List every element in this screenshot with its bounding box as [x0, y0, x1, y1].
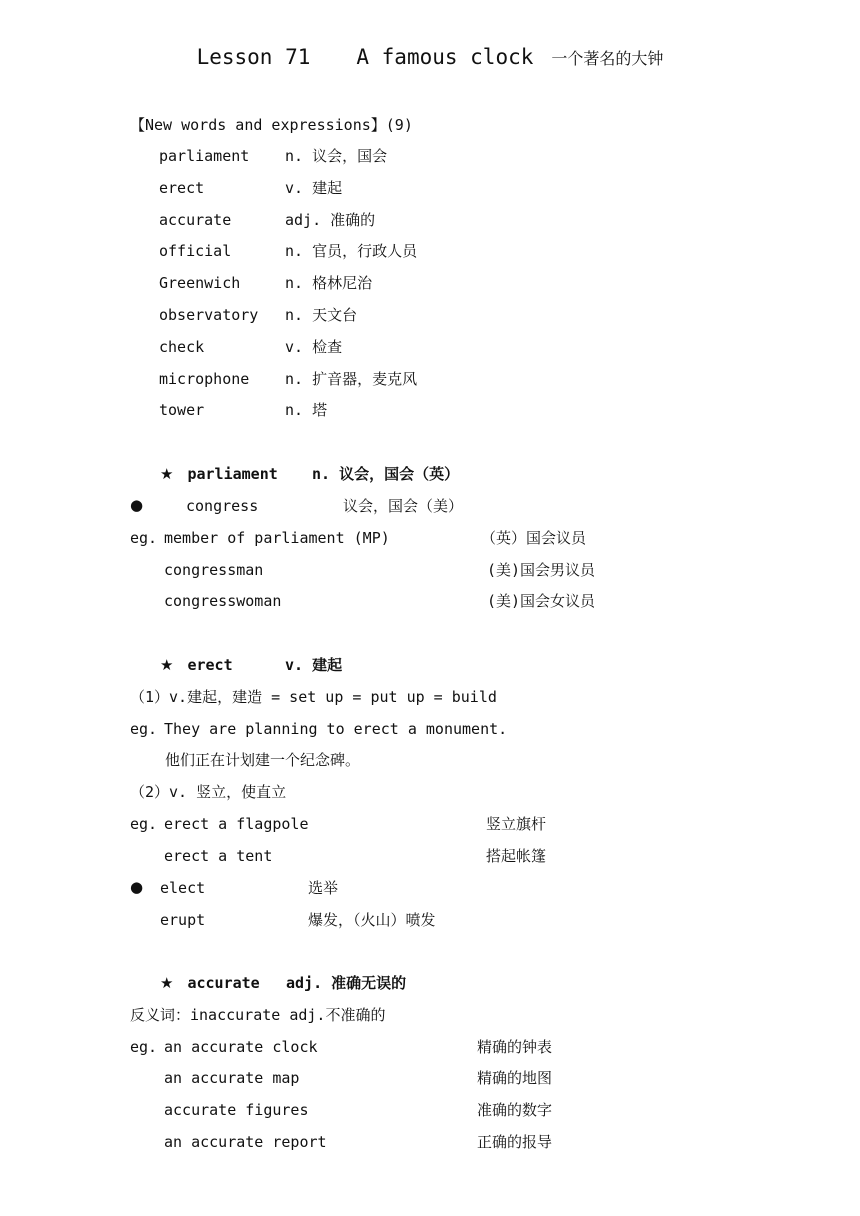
- vocab-word: parliament: [159, 147, 250, 165]
- bullet-icon: ●: [130, 878, 144, 896]
- example-en: erect a flagpole: [164, 815, 309, 833]
- related-meaning: 议会，国会（美）: [343, 497, 464, 515]
- vocab-word: observatory: [159, 306, 259, 324]
- example-en: member of parliament (MP): [164, 529, 390, 547]
- vocab-word: official: [159, 242, 232, 260]
- vocab-meaning: n. 塔: [285, 401, 328, 419]
- example-cn: （英）国会议员: [481, 529, 587, 547]
- vocab-word: accurate: [159, 211, 232, 229]
- section-head-word: parliament: [187, 465, 278, 483]
- example-cn: 正确的报导: [477, 1133, 553, 1151]
- section-head-word: accurate: [187, 974, 260, 992]
- sense-line: （2）v. 竖立，使直立: [130, 783, 287, 801]
- example-en: They are planning to erect a monument.: [164, 720, 508, 738]
- example-en: congresswoman: [164, 592, 282, 610]
- vocab-word: check: [159, 338, 205, 356]
- example-cn: 精确的地图: [477, 1069, 553, 1087]
- example-cn: 他们正在计划建一个纪念碑。: [165, 751, 361, 769]
- vocab-word: tower: [159, 401, 205, 419]
- star-icon: ★: [160, 465, 174, 483]
- vocab-meaning: v. 检查: [285, 338, 343, 356]
- vocab-meaning: n. 格林尼治: [285, 274, 373, 292]
- vocab-word: erect: [159, 179, 205, 197]
- example-cn: 搭起帐篷: [486, 847, 547, 865]
- example-en: an accurate clock: [164, 1038, 318, 1056]
- section-head-meaning: n. 议会，国会（英）: [312, 465, 460, 483]
- sense-line: （1）v.建起，建造 = set up = put up = build: [130, 688, 497, 706]
- lesson-number: Lesson 71: [196, 45, 311, 69]
- vocab-meaning: n. 议会，国会: [285, 147, 388, 165]
- example-en: an accurate report: [164, 1133, 327, 1151]
- confusable-meaning: 爆发，（火山）喷发: [308, 911, 436, 929]
- vocab-meaning: v. 建起: [285, 179, 343, 197]
- eg-label: eg.: [130, 1038, 158, 1056]
- example-en: congressman: [164, 561, 264, 579]
- eg-label: eg.: [130, 815, 158, 833]
- confusable-word: erupt: [160, 911, 206, 929]
- example-cn: (美)国会男议员: [487, 561, 596, 579]
- section-head-meaning: adj. 准确无误的: [286, 974, 407, 992]
- section-head-word: erect: [187, 656, 233, 674]
- page-title: [0, 47, 860, 69]
- bullet-icon: ●: [130, 496, 144, 514]
- example-en: accurate figures: [164, 1101, 309, 1119]
- vocab-meaning: adj. 准确的: [285, 211, 376, 229]
- example-cn: 竖立旗杆: [486, 815, 547, 833]
- eg-label: eg.: [130, 529, 158, 547]
- vocab-meaning: n. 官员，行政人员: [285, 242, 418, 260]
- example-cn: 精确的钟表: [477, 1038, 553, 1056]
- confusable-meaning: 选举: [308, 879, 339, 897]
- vocab-word: microphone: [159, 370, 250, 388]
- eg-label: eg.: [130, 720, 158, 738]
- example-en: an accurate map: [164, 1069, 300, 1087]
- example-en: erect a tent: [164, 847, 273, 865]
- vocab-word: Greenwich: [159, 274, 241, 292]
- star-icon: ★: [160, 656, 174, 674]
- vocab-meaning: n. 扩音器，麦克风: [285, 370, 418, 388]
- example-cn: (美)国会女议员: [487, 592, 596, 610]
- vocab-meaning: n. 天文台: [285, 306, 358, 324]
- vocab-header: 【New words and expressions】(9): [130, 116, 413, 134]
- antonym-line: 反义词：inaccurate adj.不准确的: [130, 1006, 386, 1024]
- lesson-name-chinese: 一个著名的大钟: [551, 49, 664, 68]
- section-head-meaning: v. 建起: [285, 656, 343, 674]
- related-word: congress: [186, 497, 259, 515]
- star-icon: ★: [160, 974, 174, 992]
- example-cn: 准确的数字: [477, 1101, 553, 1119]
- lesson-name: A famous clock: [356, 45, 534, 69]
- confusable-word: elect: [160, 879, 206, 897]
